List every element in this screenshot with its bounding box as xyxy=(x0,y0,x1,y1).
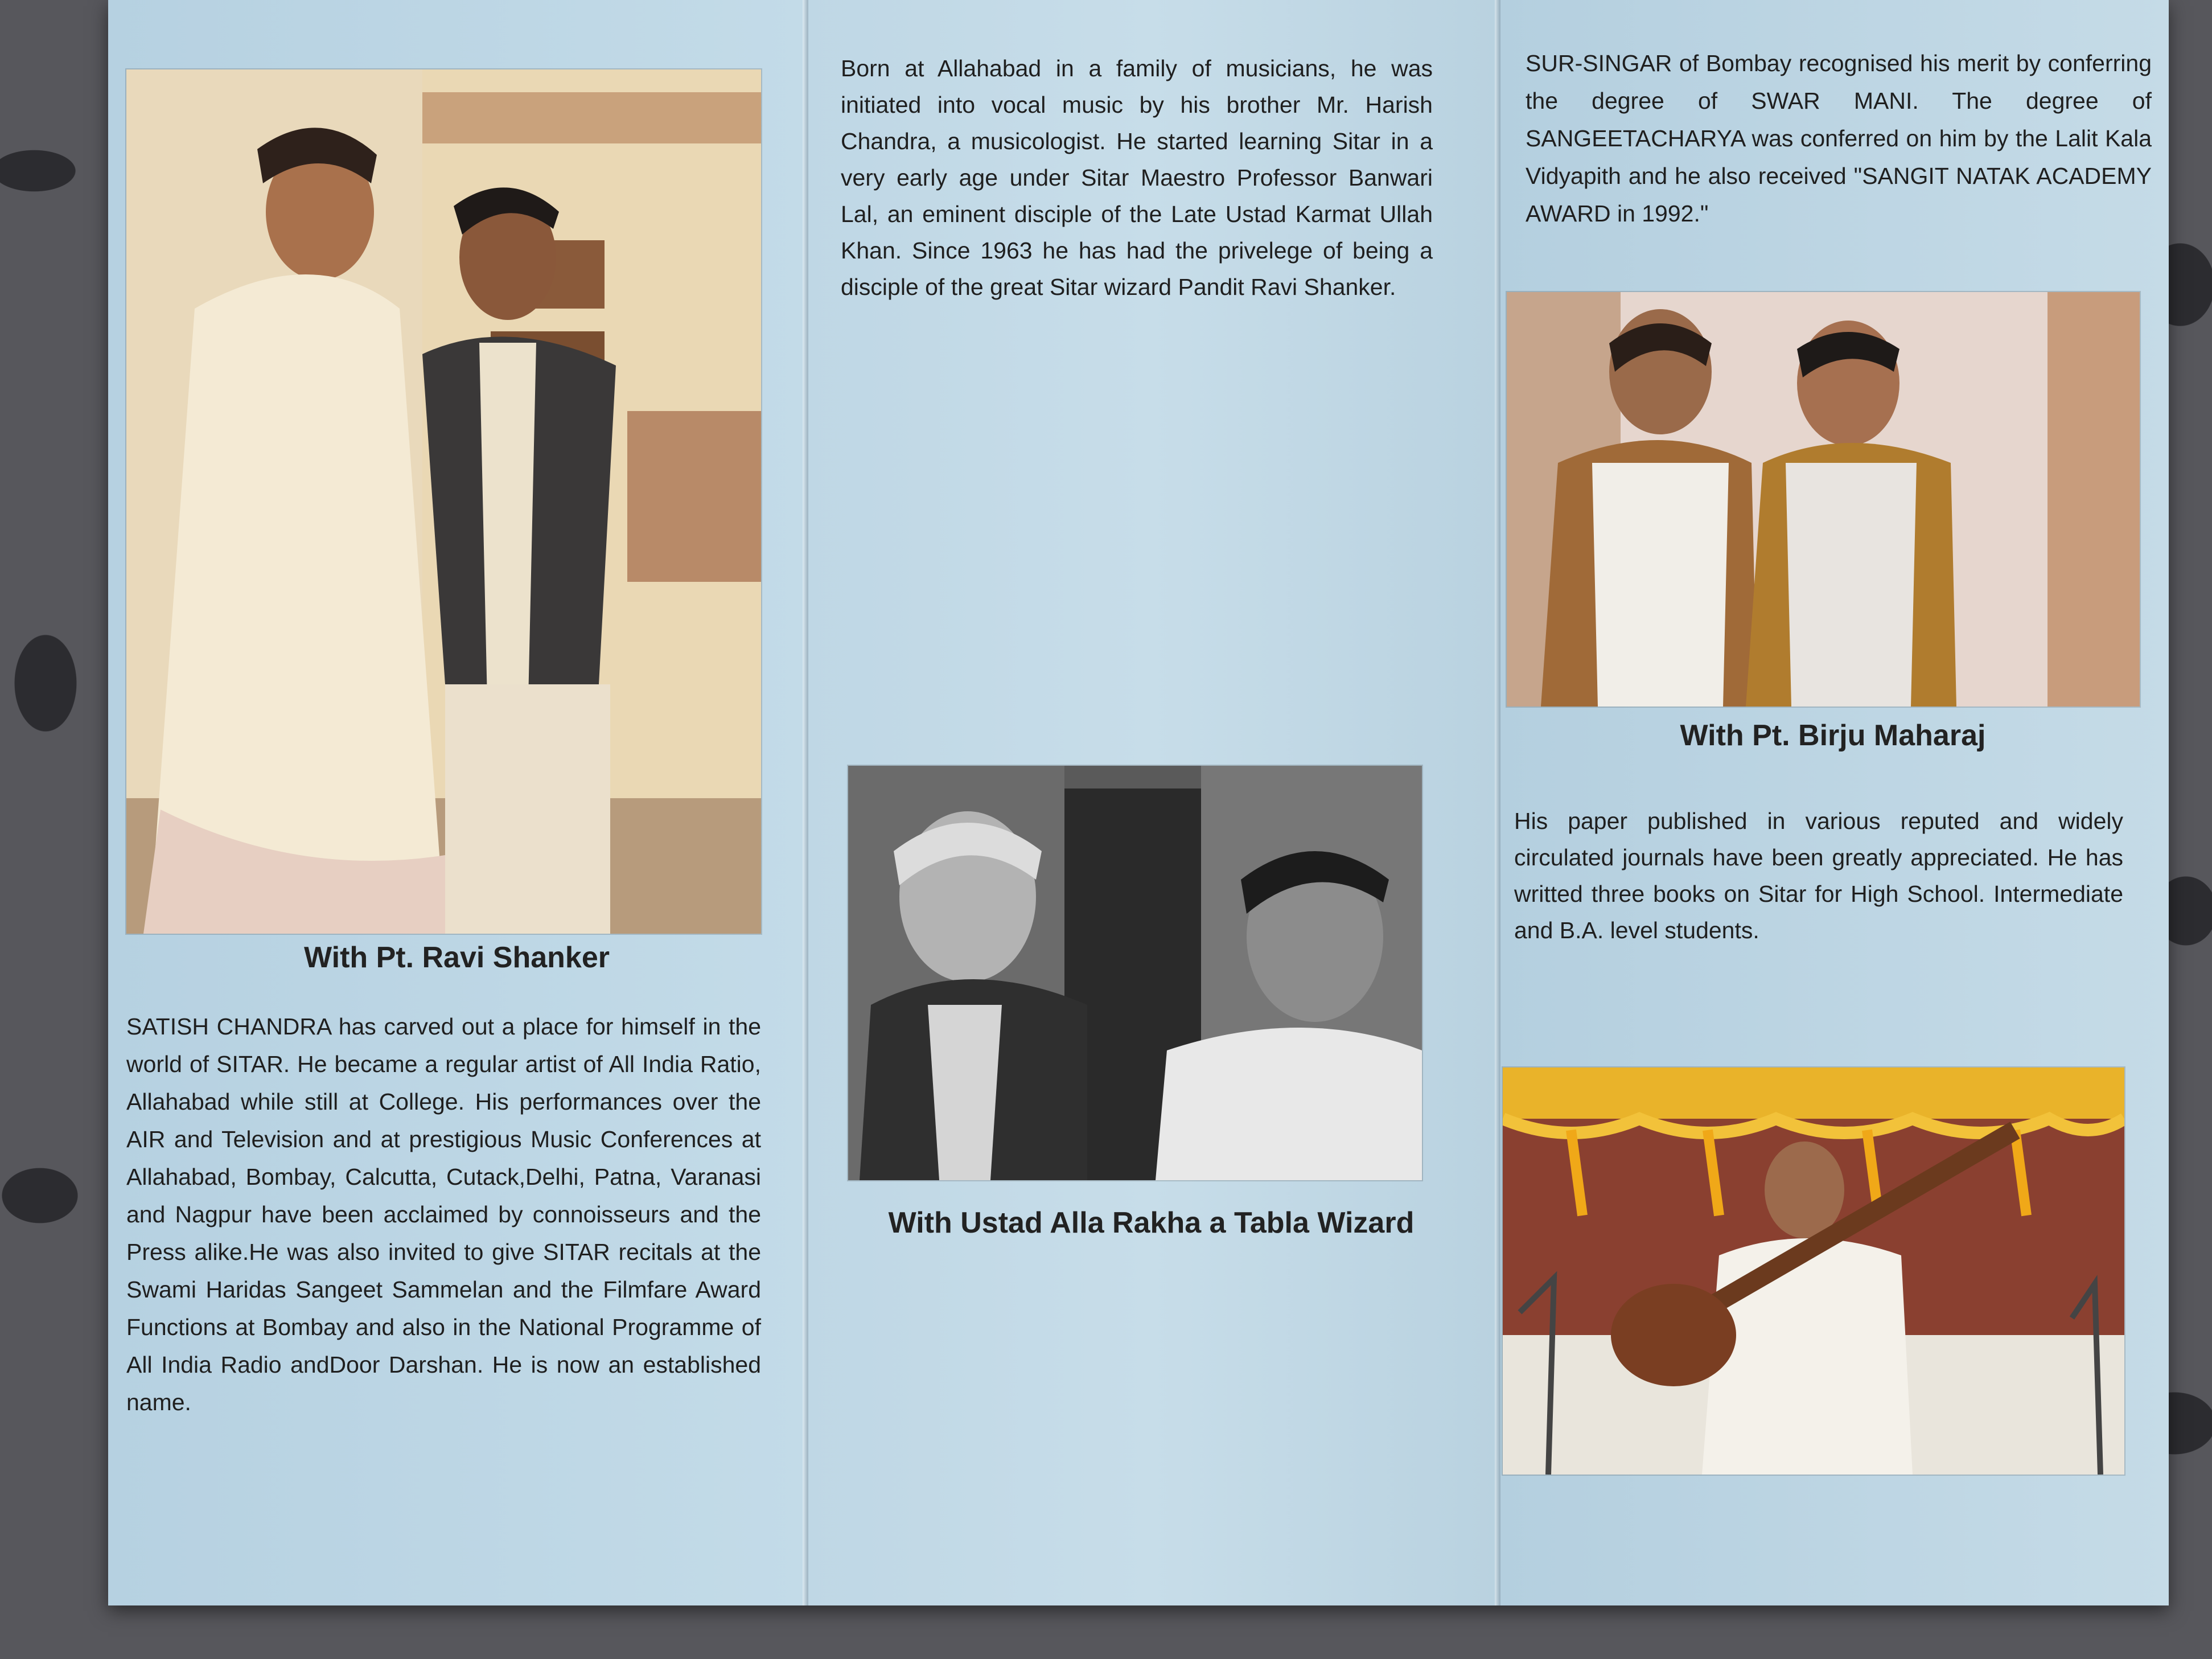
caption-alla-rakha: With Ustad Alla Rakha a Tabla Wizard xyxy=(888,1206,1415,1239)
photo-alla-rakha xyxy=(848,766,1422,1180)
left-body-text: SATISH CHANDRA has carved out a place for himself in the world of SITAR. He became a regular artist of All India Ratio, Allahabad while still at College. His performances over the AIR and Television and at prestigious Music Conferences at Allahabad, Bombay, Calcutta, Cutack,Delhi, Patna, Varanasi and Nagpur have been acclaimed by connoisseurs and the Press alike.He was also invited to give SITAR recitals at the Swami Haridas Sangeet Sammelan and the Filmfare Award Functions at Bombay and also in the National Programme of All India Radio andDoor Darshan. He is now an established name. xyxy=(126,1013,761,1415)
photo-sitar-performance xyxy=(1503,1067,2124,1475)
right-body-text: His paper published in various reputed and widely circulated journals have been greatly appreciated. He has writted three books on Sitar for High School. Intermediate and B.A. level students. xyxy=(1514,808,2123,943)
brochure xyxy=(108,0,2169,1605)
caption-ravi-shanker: With Pt. Ravi Shanker xyxy=(304,941,610,974)
photo-ravi-shanker xyxy=(126,69,761,934)
photo-birju-maharaj xyxy=(1507,292,2140,707)
fold-line xyxy=(1495,0,1500,1605)
fold-line xyxy=(803,0,808,1605)
right-intro-text: SUR-SINGAR of Bombay recognised his merit by conferring the degree of SWAR MANI. The degree of SANGEETACHARYA was conferred on him by the Lalit Kala Vidyapith and he also received "SANGIT NATAK ACADEMY AWARD in 1992." xyxy=(1526,50,2152,227)
middle-body-text: Born at Allahabad in a family of musicians, he was initiated into vocal music by his brother Mr. Harish Chandra, a musicologist. He started learning Sitar in a very early age under Sitar Maestro Professor Banwari Lal, an eminent disciple of the Late Ustad Karmat Ullah Khan. Since 1963 he has had the privelege of being a disciple of the great Sitar wizard Pandit Ravi Shanker. xyxy=(841,55,1433,300)
caption-birju-maharaj: With Pt. Birju Maharaj xyxy=(1680,719,1986,752)
